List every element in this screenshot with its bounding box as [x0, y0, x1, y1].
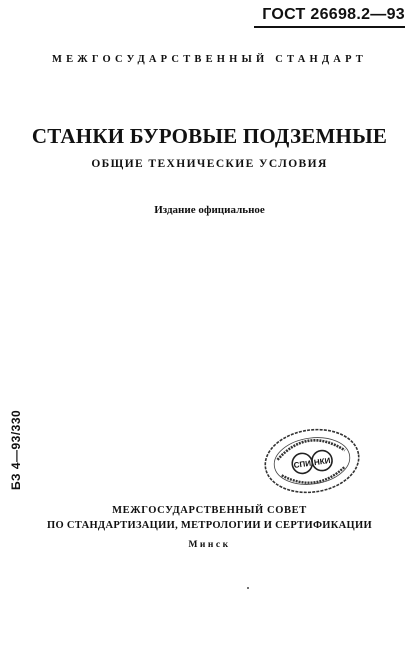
header-rule [254, 26, 405, 28]
document-subtitle: ОБЩИЕ ТЕХНИЧЕСКИЕ УСЛОВИЯ [91, 158, 328, 170]
council-name-line2: ПО СТАНДАРТИЗАЦИИ, МЕТРОЛОГИИ И СЕРТИФИКАЦИИ [47, 520, 372, 531]
svg-text:НКИ: НКИ [313, 455, 331, 468]
svg-text:СПИ: СПИ [293, 458, 312, 471]
document-title: СТАНКИ БУРОВЫЕ ПОДЗЕМНЫЕ [31, 124, 388, 148]
gost-code: ГОСТ 26698.2—93 [262, 6, 405, 23]
scan-dot [247, 587, 249, 589]
stamp-seal [262, 426, 362, 496]
standard-type: МЕЖГОСУДАРСТВЕННЫЙ СТАНДАРТ [51, 54, 368, 65]
side-code: БЗ 4—93/330 [9, 409, 23, 490]
council-name-line1: МЕЖГОСУДАРСТВЕННЫЙ СОВЕТ [112, 505, 307, 516]
publication-city: Минск [188, 540, 231, 550]
edition-label: Издание официальное [154, 204, 265, 216]
